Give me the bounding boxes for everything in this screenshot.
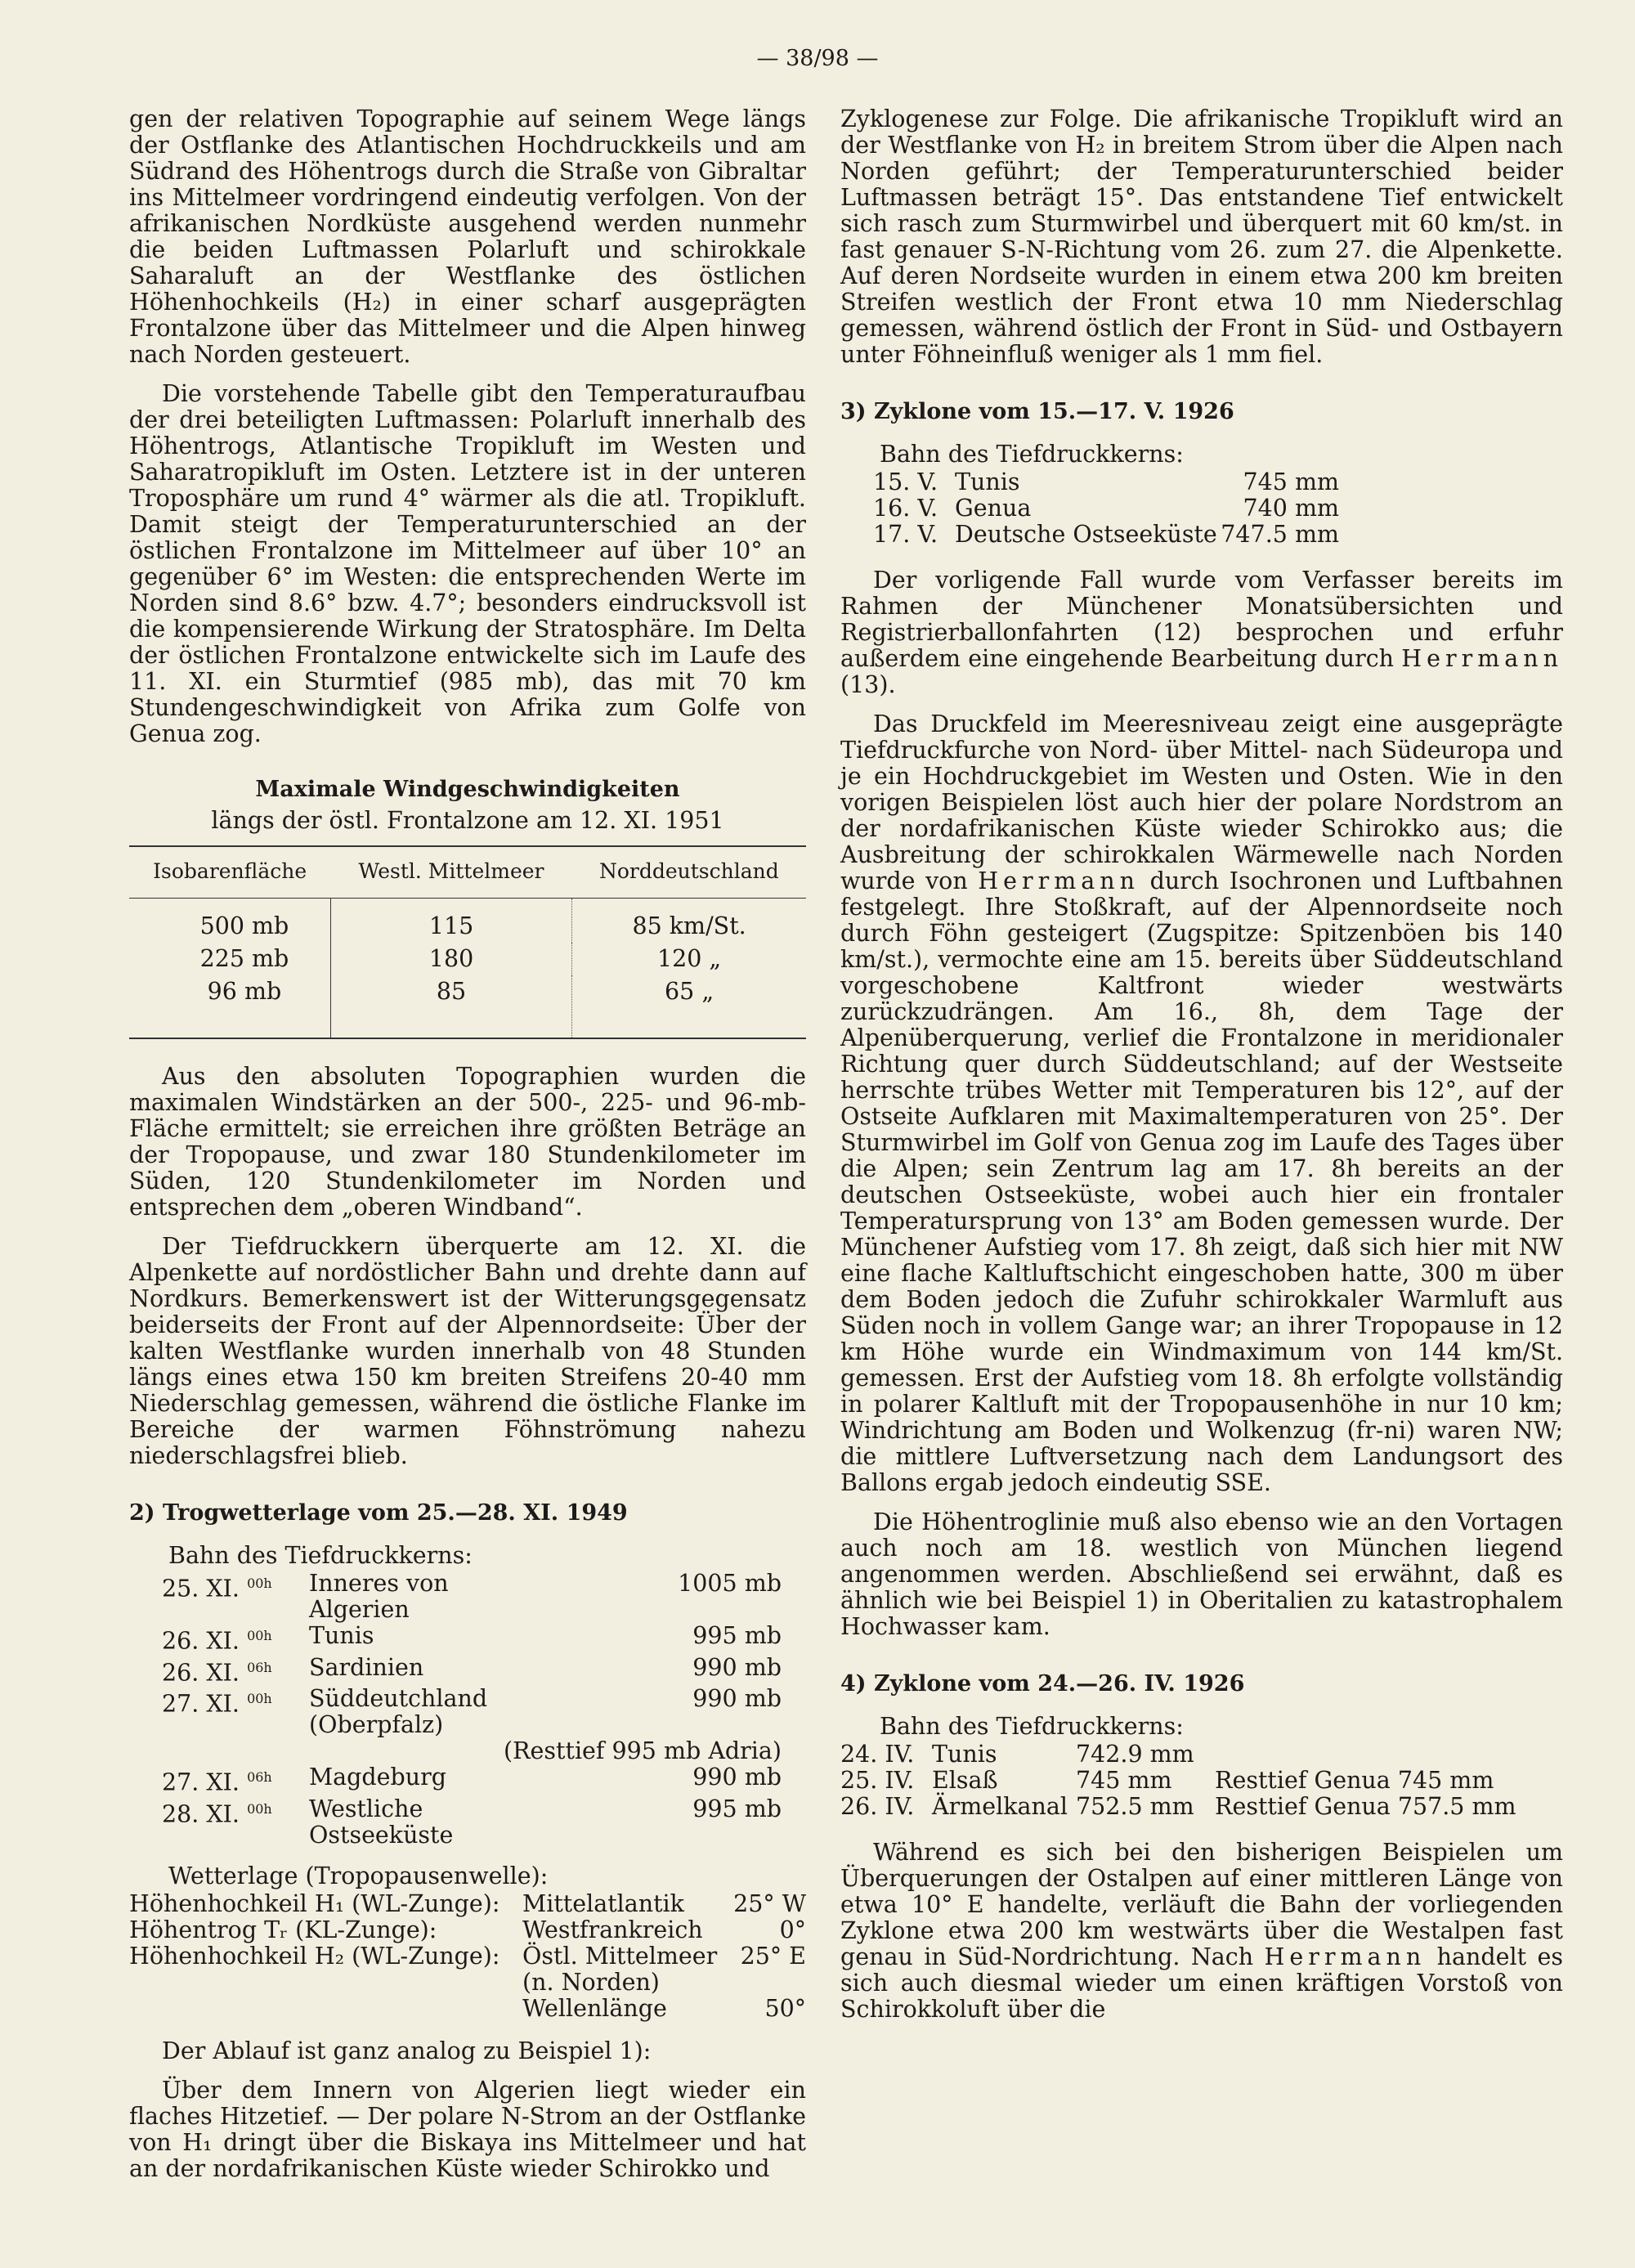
table-cell: (Resttief 995 mb Adria) — [503, 1737, 782, 1764]
table-cell: 742.9 mm — [1076, 1741, 1194, 1768]
table-cell — [129, 1738, 309, 1764]
paragraph: Die Höhentroglinie muß also ebenso wie an den Vortagen auch noch am 18. westlich von München liegend angenommen werden. Abschließend sei erwähnt, daß es ähnlich wie bei Beispiel 1) in Oberitalien zu katastrophalem Hochwasser kam. — [840, 1508, 1563, 1640]
table-cell — [129, 1996, 522, 2022]
table-row — [129, 1738, 806, 1764]
table-cell: Westliche Ostseeküste — [309, 1795, 454, 1849]
author-name: Herrmann — [1401, 645, 1563, 672]
table-cell: 28. XI. $^{00h}$ — [162, 1800, 272, 1827]
table-row — [840, 1768, 1563, 1794]
page-number: — 38/98 — — [756, 46, 879, 71]
right-column — [840, 106, 1563, 2036]
table-cell: 25° W — [733, 1889, 806, 1917]
table-subtitle: längs der östl. Frontalzone am 12. XI. 1951 — [211, 807, 724, 834]
table-row — [129, 1891, 806, 1917]
table-cell: 740 mm — [1243, 495, 1339, 522]
table-cell: 65 „ — [665, 978, 714, 1005]
table-cell: 990 mb — [692, 1764, 782, 1791]
table-cell: Westfrankreich — [522, 1916, 703, 1943]
table-cell: 17. V. — [873, 521, 938, 548]
table-cell: 27. XI. $^{06h}$ — [162, 1768, 272, 1796]
table-row — [129, 1623, 806, 1655]
table-caption — [129, 777, 806, 834]
table-cell: 27. XI. $^{00h}$ — [162, 1690, 272, 1718]
section-heading: 3) Zyklone vom 15.—17. V. 1926 — [840, 399, 1234, 424]
table-row — [129, 943, 806, 975]
table-cell: 25. XI. $^{00h}$ — [162, 1575, 272, 1602]
table-cell — [1215, 1741, 1563, 1768]
table-cell: Resttief Genua 745 mm — [1215, 1767, 1494, 1794]
table-cell: 752.5 mm — [1076, 1793, 1194, 1820]
table-cell: 745 mm — [1243, 468, 1339, 495]
table-cell: Mittelatlantik — [522, 1889, 684, 1917]
table-row — [840, 495, 1364, 522]
table-row — [129, 1943, 806, 1970]
table-cell: 225 mb — [199, 945, 289, 972]
pressure-path-table — [840, 1741, 1563, 1820]
table-cell: 26. XI. $^{06h}$ — [162, 1659, 272, 1686]
table-cell: 745 mm — [1076, 1767, 1172, 1794]
table-cell — [309, 1738, 504, 1764]
table-cell: Magdeburg — [309, 1764, 446, 1791]
table-cell: 180 — [330, 943, 571, 975]
paragraph: Der Tiefdruckkern überquerte am 12. XI. die Alpenkette auf nordöstlicher Bahn und drehte dann auf Nordkurs. Bemerkenswert ist der Witterungsgegensatz beiderseits der Front auf der Alpennordseite: Über der kalten Westflanke wurden innerhalb von 48 Stunden längs eines etwa 150 km breiten Streifens 20-40 mm Niederschlag gemessen, während die östliche Flanke im Bereiche der warmen Föhnströmung nahezu niederschlagsfrei blieb. — [129, 1233, 806, 1469]
table-cell: 16. V. — [873, 495, 938, 522]
table-cell: 500 mb — [199, 912, 289, 939]
table-row — [129, 975, 806, 1038]
table-cell: Sardinien — [309, 1653, 424, 1681]
table-label: Wetterlage (Tropopausenwelle): — [168, 1862, 549, 1889]
paragraph: Der vorligende Fall wurde vom Verfasser bereits im Rahmen der Münchener Monatsübersichten und Registrierballonfahrten (12) besprochen und erfuhr außerdem eine eingehende Bearbeitung durch Herrmann (13). — [840, 567, 1563, 698]
pressure-path-table — [129, 1571, 806, 1849]
table-row — [129, 1796, 806, 1849]
table-cell: Wellenlänge — [522, 1994, 667, 2022]
paragraph: gen der relativen Topographie auf seinem Wege längs der Ostflanke des Atlantischen Hochdruckkeils und am Südrand des Höhentrogs durch die Straße von Gibraltar ins Mittelmeer vordringend eindeutig verfolgen. Von der afrikanischen Nordküste ausgehend werden nunmehr die beiden Luftmassen Polarluft und schirokkale Saharaluft an der Westflanke des östlichen Höhenhochkeils (H₂) in einer scharf ausgeprägten Frontalzone über das Mittelmeer und die Alpen hinweg nach Norden gesteuert. — [129, 105, 806, 368]
table-cell: 85 — [330, 975, 571, 1038]
table-cell: Deutsche Ostseeküste — [955, 521, 1217, 548]
table-row — [840, 1741, 1563, 1768]
table-row — [129, 899, 806, 944]
table-row — [129, 1764, 806, 1796]
table-cell: Ärmelkanal — [932, 1793, 1068, 1820]
left-column — [129, 106, 806, 2195]
table-title: Maximale Windgeschwindigkeiten — [255, 777, 680, 802]
author-name: Herrmann — [978, 867, 1140, 894]
table-cell: Östl. Mittelmeer — [522, 1942, 718, 1970]
table-cell: (n. Norden) — [522, 1968, 660, 1996]
table-row — [840, 1794, 1563, 1820]
table-row — [129, 1655, 806, 1687]
table-row — [129, 1686, 806, 1738]
weather-situation-table — [129, 1891, 806, 2022]
paragraph: Aus den absoluten Topographien wurden die maximalen Windstärken an der 500-, 225- und 96-mb-Fläche ermittelt; sie erreichen ihre größten Beträge an der Tropopause, und zwar 180 Stundenkilometer im Süden, 120 Stundenkilometer im Norden und entsprechen dem „oberen Windband“. — [129, 1063, 806, 1221]
table-cell: 25° E — [740, 1942, 806, 1970]
table-cell: Höhenhochkeil H₁ (WL-Zunge): — [129, 1889, 500, 1917]
paragraph: Die vorstehende Tabelle gibt den Temperaturaufbau der drei beteiligten Luftmassen: Polarluft innerhalb des Höhentrogs, Atlantische Tropikluft im Westen und Saharatropikluft im Osten. Letztere ist in der unteren Troposphäre um rund 4° wärmer als die atl. Tropikluft. Damit steigt der Temperaturunterschied an der östlichen Frontalzone im Mittelmeer auf über 10° an gegenüber 6° im Westen: die entsprechenden Werte im Norden sind 8.6° bzw. 4.7°; besonders eindrucksvoll ist die kompensierende Wirkung der Stratosphäre. Im Delta der östlichen Frontalzone entwickelte sich im Laufe des 11. XI. ein Sturmtief (985 mb), das mit 70 km Stundengeschwindigkeit von Afrika zum Golfe von Genua zog. — [129, 380, 806, 747]
table-cell: 0° — [779, 1916, 806, 1943]
table-cell: 50° — [764, 1994, 806, 2022]
column-header: Isobarenfläche — [129, 846, 330, 899]
table-cell: 85 km/St. — [632, 912, 746, 939]
table-cell: Resttief Genua 757.5 mm — [1215, 1793, 1516, 1820]
table-cell: 995 mb — [692, 1622, 782, 1649]
table-cell: Elsaß — [932, 1767, 998, 1794]
paragraph: Das Druckfeld im Meeresniveau zeigt eine ausgeprägte Tiefdruckfurche von Nord- über Mittel- nach Südeuropa und je ein Hochdruckgebiet im Westen und Osten. Wie in den vorigen Beispielen löst auch hier der polare Nordstrom an der nordafrikanischen Küste wieder Schirokko aus; die Ausbreitung der schirokkalen Wärmewelle nach Norden wurde von Herrmann durch Isochronen und Luftbahnen festgelegt. Ihre Stoßkraft, auf der Alpennordseite noch durch Föhn gesteigert (Zugspitze: Spitzenböen bis 140 km/st.), vermochte eine am 15. bereits über Süddeutschland vorgeschobene Kaltfront wieder westwärts zurückzudrängen. Am 16., 8h, dem Tage der Alpenüberquerung, verlief die Frontalzone in meridionaler Richtung quer durch Süddeutschland; auf der Westseite herrschte trübes Wetter mit Temperaturen bis 12°, auf der Ostseite Aufklaren mit Maximaltemperaturen von 25°. Der Sturmwirbel im Golf von Genua zog im Laufe des Tages über die Alpen; sein Zentrum lag am 17. 8h bereits an der deutschen Ostseeküste, wobei auch hier ein frontaler Temperatursprung von 13° am Boden gemessen wurde. Der Münchener Aufstieg vom 17. 8h zeigt, daß sich hier mit NW eine flache Kaltluftschicht eingeschoben hatte, 300 m über dem Boden jedoch die Zufuhr schirokkaler Warmluft aus Süden noch in vollem Gange war; an ihrer Tropopause in 12 km Höhe wurde ein Windmaximum von 144 km/St. gemessen. Erst der Aufstieg vom 18. 8h erfolgte vollständig in polarer Kaltluft mit der Tropopausenhöhe in nur 10 km; Windrichtung am Boden und Wolkenzug (fr-ni) waren NW; die mittlere Luftversetzung nach dem Landungsort des Ballons ergab jedoch eindeutig SSE. — [840, 710, 1563, 1496]
table-cell — [729, 1970, 806, 1996]
table-cell: Genua — [955, 495, 1032, 522]
table-cell: 26. XI. $^{00h}$ — [162, 1627, 272, 1655]
table-label: Bahn des Tiefdruckkerns: — [880, 441, 1184, 468]
table-cell: Inneres von Algerien — [309, 1570, 449, 1623]
table-cell: 25. IV. — [840, 1767, 915, 1794]
table-cell: 995 mb — [692, 1795, 782, 1822]
table-row — [840, 469, 1364, 495]
table-label: Bahn des Tiefdruckkerns: — [880, 1713, 1184, 1740]
table-cell: Tunis — [932, 1741, 997, 1768]
table-cell: Höhentrog Tᵣ (KL-Zunge): — [129, 1916, 437, 1943]
column-header: Norddeutschland — [572, 846, 806, 899]
paragraph: Über dem Innern von Algerien liegt wieder ein flaches Hitzetief. — Der polare N-Strom an der Ostflanke von H₁ dringt über die Biskaya ins Mittelmeer und hat an der nordafrikanischen Küste wieder Schirokko und — [129, 2076, 806, 2182]
paragraph: Zyklogenese zur Folge. Die afrikanische Tropikluft wird an der Westflanke von H₂ in breitem Strom über die Alpen nach Norden geführt; der Temperaturunterschied beider Luftmassen beträgt 15°. Das entstandene Tief entwickelt sich rasch zum Sturmwirbel und überquert mit 60 km/st. in fast genauer S-N-Richtung vom 26. zum 27. die Alpenkette. Auf deren Nordseite wurden in einem etwa 200 km breiten Streifen westlich der Front etwa 10 mm Niederschlag gemessen, während östlich der Front in Süd- und Ostbayern unter Föhneinfluß weniger als 1 mm fiel. — [840, 105, 1563, 368]
table-cell: Höhenhochkeil H₂ (WL-Zunge): — [129, 1942, 500, 1970]
paragraph: Während es sich bei den bisherigen Beispielen um Überquerungen der Ostalpen auf einer mittleren Länge von etwa 10° E handelte, verläuft die Bahn der vorliegenden Zyklone etwa 200 km westwärts über die Westalpen fast genau in Süd-Nordrichtung. Nach Herrmann handelt es sich auch diesmal wieder um einen kräftigen Vorstoß von Schirokkoluft über die — [840, 1839, 1563, 2023]
table-cell: 26. IV. — [840, 1793, 915, 1820]
table-cell: 990 mb — [692, 1653, 782, 1681]
section-heading: 2) Trogwetterlage vom 25.—28. XI. 1949 — [129, 1500, 628, 1526]
column-header: Westl. Mittelmeer — [330, 846, 571, 899]
pressure-path-table — [840, 469, 1364, 548]
table-cell: 15. V. — [873, 468, 938, 495]
author-name: Herrmann — [1264, 1943, 1427, 1970]
table-cell — [129, 1970, 522, 1996]
table-cell: 747.5 mm — [1221, 521, 1339, 548]
table-cell: 96 mb — [207, 978, 282, 1005]
table-cell: 120 „ — [656, 945, 722, 972]
table-row — [129, 1970, 806, 1996]
table-cell: 990 mb — [692, 1685, 782, 1712]
table-row — [129, 1571, 806, 1623]
paragraph: Der Ablauf ist ganz analog zu Beispiel 1): — [162, 2037, 652, 2064]
table-label: Bahn des Tiefdruckkerns: — [168, 1542, 473, 1569]
table-cell: 24. IV. — [840, 1741, 915, 1768]
table-row — [840, 522, 1364, 548]
table-row — [129, 1996, 806, 2022]
table-cell: 115 — [330, 899, 571, 944]
table-cell: Tunis — [955, 468, 1020, 495]
table-cell: 1005 mb — [678, 1570, 782, 1597]
table-cell: Tunis — [309, 1622, 374, 1649]
wind-speed-table — [129, 845, 806, 1039]
table-cell: Süddeutchland (Oberpfalz) — [309, 1685, 488, 1738]
table-row — [129, 1917, 806, 1943]
section-heading: 4) Zyklone vom 24.—26. IV. 1926 — [840, 1671, 1245, 1697]
